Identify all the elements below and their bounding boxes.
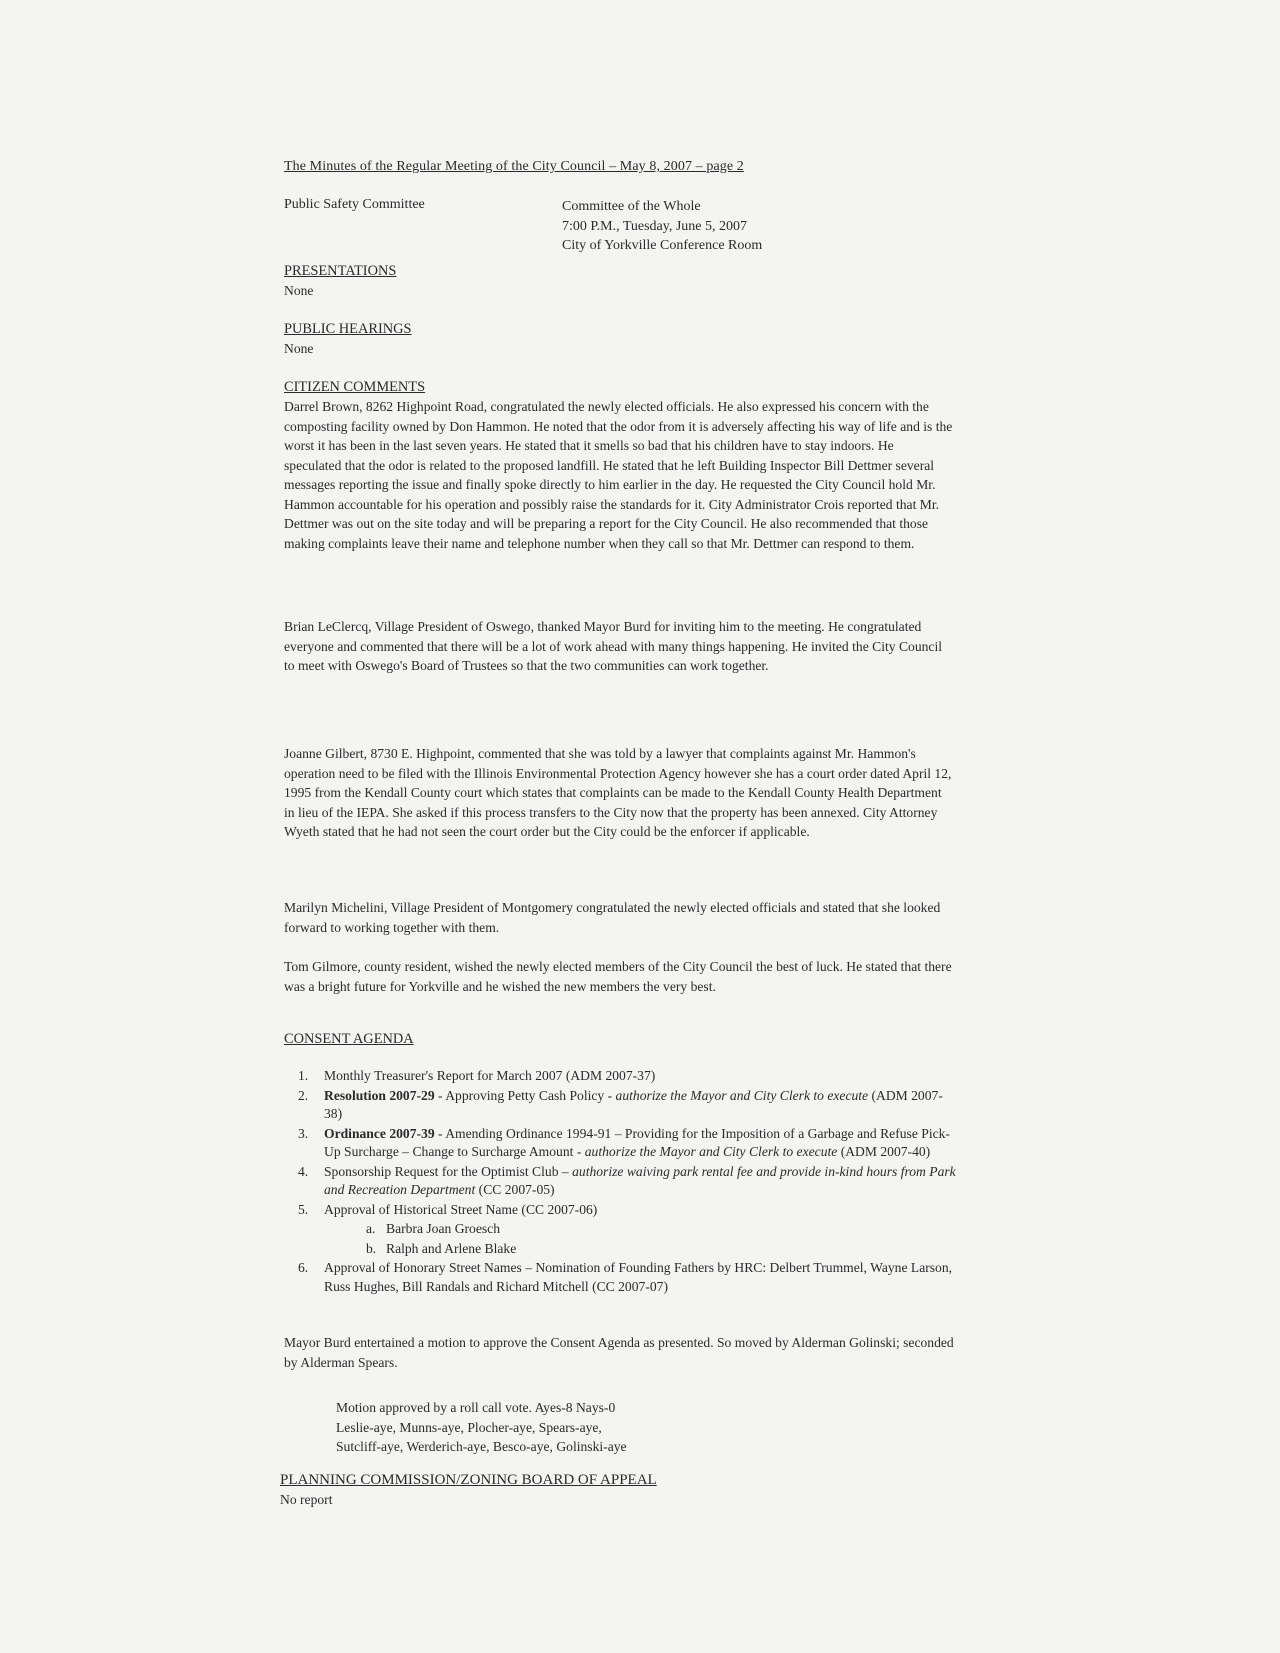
agenda-item-tail: (ADM 2007-38) — [324, 1087, 943, 1121]
agenda-item-italic: authorize the Mayor and City Clerk to execute — [584, 1144, 838, 1159]
planning-body: No report — [280, 1492, 333, 1507]
agenda-item-number: 1. — [298, 1068, 309, 1083]
page-header: The Minutes of the Regular Meeting of the City Council – May 8, 2007 – page 2 — [284, 159, 744, 174]
agenda-item — [298, 1067, 958, 1086]
agenda-item — [298, 1259, 958, 1296]
agenda-item-italic: authorize waiving park rental fee and provide in-kind hours from Park and Recreation Department — [324, 1163, 956, 1197]
consent-motion-paragraph — [284, 1333, 954, 1372]
agenda-sub-item-letter: b. — [366, 1240, 377, 1256]
planning-title: PLANNING COMMISSION/ZONING BOARD OF APPEAL — [280, 1472, 657, 1488]
comment-text: Tom Gilmore, county resident, wished the newly elected members of the City Council the best of luck. He stated that there was a bright future for Yorkville and he wished the new members the very best. — [284, 959, 952, 994]
agenda-item-text: Sponsorship Request for the Optimist Club – — [324, 1163, 573, 1179]
agenda-item-text: Monthly Treasurer's Report for March 2007 (ADM 2007-37) — [324, 1068, 656, 1083]
agenda-item-number: 6. — [298, 1260, 309, 1275]
meeting-location: City of Yorkville Conference Room — [562, 238, 763, 253]
roll-call-vote — [336, 1398, 627, 1457]
agenda-item-number: 4. — [298, 1163, 309, 1179]
agenda-sub-item — [298, 1240, 958, 1259]
agenda-item — [298, 1201, 958, 1220]
consent-agenda-title: CONSENT AGENDA — [284, 1031, 414, 1047]
comment-paragraph-gilmore — [284, 957, 954, 996]
agenda-item-text: Approval of Historical Street Name (CC 2007-06) — [324, 1201, 598, 1217]
agenda-sub-list-wrapper — [298, 1220, 958, 1258]
comment-paragraph-gilbert — [284, 744, 954, 842]
committee-name: Public Safety Committee — [284, 197, 425, 212]
agenda-item-number: 5. — [298, 1201, 309, 1217]
comment-paragraph-michelini — [284, 898, 954, 937]
agenda-item-tail: (ADM 2007-40) — [837, 1144, 931, 1159]
public-hearings-section — [284, 320, 944, 358]
agenda-item-bold: Resolution 2007-29 — [324, 1087, 435, 1103]
agenda-item — [298, 1087, 958, 1124]
public-hearings-body: None — [284, 341, 314, 356]
agenda-item-text: Approval of Honorary Street Names – Nomination of Founding Fathers by HRC: Delbert Trummel, Wayne Larson, Russ Hughes, Bill Randals and Richard Mitchell (CC 2007-07) — [324, 1260, 953, 1294]
planning-section — [280, 1471, 940, 1509]
comment-text: Brian LeClercq, Village President of Oswego, thanked Mayor Burd for inviting him to the meeting. He congratulated everyone and commented that there will be a lot of work ahead with many things happening. He invited the City Council to meet with Oswego's Board of Trustees so that the two communities can work together. — [284, 619, 942, 673]
public-hearings-title: PUBLIC HEARINGS — [284, 321, 412, 337]
comment-text: Darrel Brown, 8262 Highpoint Road, congratulated the newly elected officials. He also expressed his concern with the composting facility owned by Don Hammon. He noted that the odor from it is adversely affecting his way of life and is the worst it has been in the last seven years. He stated that it smells so bad that his children have to stay indoors. He speculated that the odor is related to the proposed landfill. He stated that he left Building Inspector Bill Dettmer several messages reporting the issue and finally spoke directly to him earlier in the day. He requested the City Council hold Mr. Hammon accountable for his operation and possibly raise the standards for it. City Administrator Crois reported that Mr. Dettmer was out on the site today and will be preparing a report for the City Council. He also recommended that those making complaints leave their name and telephone number when they call so that Mr. Dettmer can respond to them. — [284, 399, 953, 551]
agenda-sub-item — [298, 1220, 958, 1239]
agenda-sub-item-text: Ralph and Arlene Blake — [386, 1240, 517, 1256]
citizen-comments-section — [284, 378, 944, 397]
agenda-sub-item-text: Barbra Joan Groesch — [386, 1221, 500, 1236]
consent-agenda-section — [284, 1030, 944, 1049]
agenda-sub-list — [298, 1220, 958, 1258]
presentations-section — [284, 262, 944, 300]
vote-line: Leslie-aye, Munns-aye, Plocher-aye, Spears-aye, — [336, 1419, 602, 1435]
agenda-item-tail: (CC 2007-05) — [475, 1182, 555, 1197]
consent-agenda-list — [298, 1067, 958, 1297]
presentations-body: None — [284, 283, 314, 298]
comment-paragraph-brown — [284, 397, 954, 553]
agenda-item — [298, 1125, 958, 1162]
agenda-sub-item-letter: a. — [366, 1221, 376, 1236]
agenda-item — [298, 1163, 958, 1200]
consent-motion-text: Mayor Burd entertained a motion to approve the Consent Agenda as presented. So moved by Alderman Golinski; seconded by Alderman Spears. — [284, 1335, 954, 1370]
vote-line: Sutcliff-aye, Werderich-aye, Besco-aye, Golinski-aye — [336, 1439, 627, 1454]
agenda-item-number: 2. — [298, 1087, 309, 1103]
comment-paragraph-leclercq — [284, 617, 954, 676]
comment-text: Marilyn Michelini, Village President of Montgomery congratulated the newly elected officials and stated that she looked forward to working together with them. — [284, 900, 941, 935]
agenda-item-bold: Ordinance 2007-39 — [324, 1125, 435, 1141]
agenda-item-number: 3. — [298, 1125, 309, 1141]
meeting-time: 7:00 P.M., Tuesday, June 5, 2007 — [562, 218, 748, 234]
comment-text: Joanne Gilbert, 8730 E. Highpoint, commented that she was told by a lawyer that complaints against Mr. Hammon's operation need to be filed with the Illinois Environmental Protection Agency however she has a court order dated April 12, 1995 from the Kendall County court which states that complaints can be made to the Kendall County Health Department in lieu of the IEPA. She asked if this process transfers to the City now that the property has been annexed. City Attorney Wyeth stated that he had not seen the court order but the City could be the enforcer if applicable. — [284, 746, 952, 839]
presentations-title: PRESENTATIONS — [284, 263, 397, 279]
agenda-item-text: - Amending Ordinance 1994-91 – Providing for the Imposition of a Garbage and Refuse Pick-Up Surcharge – Change to Surcharge Amount - — [324, 1125, 950, 1159]
meeting-name: Committee of the Whole — [562, 199, 701, 214]
agenda-item-text: - Approving Petty Cash Policy - — [434, 1087, 616, 1103]
agenda-item-italic: authorize the Mayor and City Clerk to execute — [615, 1087, 869, 1103]
meeting-info — [562, 197, 762, 256]
citizen-comments-title: CITIZEN COMMENTS — [284, 379, 426, 395]
vote-line: Motion approved by a roll call vote. Ayes-8 Nays-0 — [336, 1400, 616, 1415]
